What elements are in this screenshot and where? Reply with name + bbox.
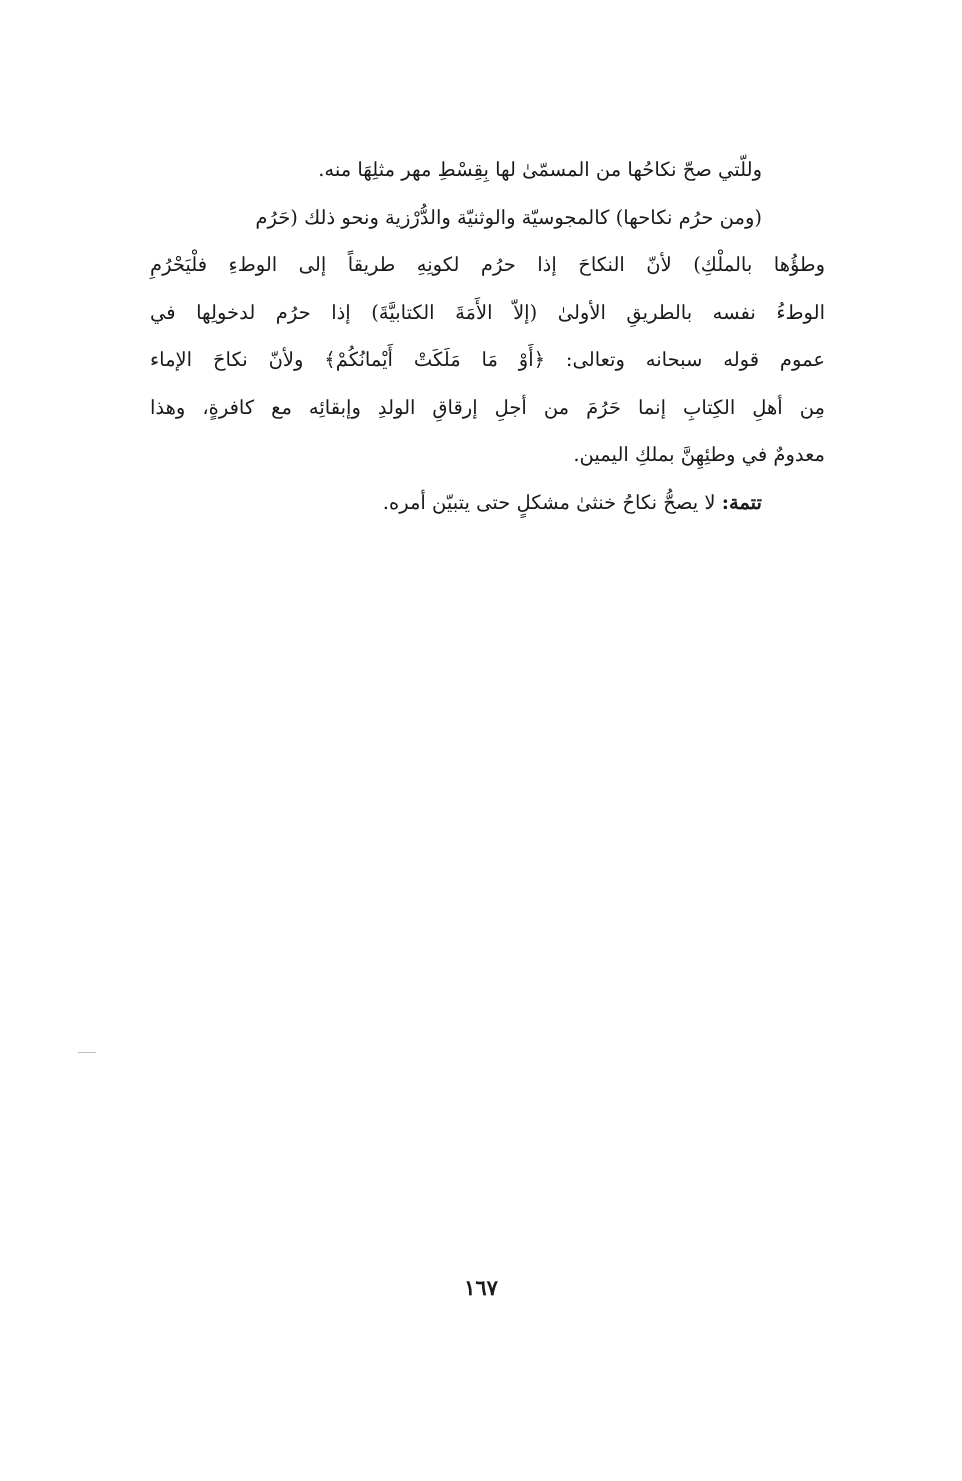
supplement-note	[150, 479, 825, 527]
paragraph-line: مِن أهلِ الكِتابِ إنما حَرُمَ من أجلِ إرقاقِ الولدِ وإبقائِه مع كافرةٍ، وهذا	[150, 395, 825, 419]
paragraph-line: معدومٌ في وطئِهِنَّ بملكِ اليمين.	[573, 443, 825, 466]
paragraph-line: وطؤُها بالملْكِ) لأنّ النكاحَ إذا حرُم لكونِهِ طريقاً إلى الوطءِ فلْيَحْرُمِ	[150, 253, 825, 276]
paragraph-line: (ومن حرُم نكاحها) كالمجوسيّة والوثنيّة والدُّرْزية ونحو ذلك (حَرُم	[255, 205, 762, 229]
paragraph-line: الوطءُ نفسه بالطريقِ الأولىٰ (إلاّ الأَمَةَ الكتابيَّةَ) إذا حرُم لدخولِها في	[150, 300, 825, 324]
footnote-rule	[78, 1052, 96, 1053]
body-text	[150, 146, 825, 526]
page-number: ١٦٧	[464, 1275, 498, 1300]
supplement-label: تتمة:	[721, 490, 762, 514]
paragraph-line: وللّتي صحّ نكاحُها من المسمّىٰ لها بِقِسْطِ مهر مثلِهَا منه.	[318, 158, 762, 181]
supplement-text: لا يصحُّ نكاحُ خنثىٰ مشكلٍ حتى يتبيّن أمره.	[382, 490, 722, 514]
paragraph-line: عموم قوله سبحانه وتعالى: ﴿أَوْ مَا مَلَكَتْ أَيْمانُكُمْ﴾ ولأنّ نكاحَ الإماء	[150, 348, 825, 371]
